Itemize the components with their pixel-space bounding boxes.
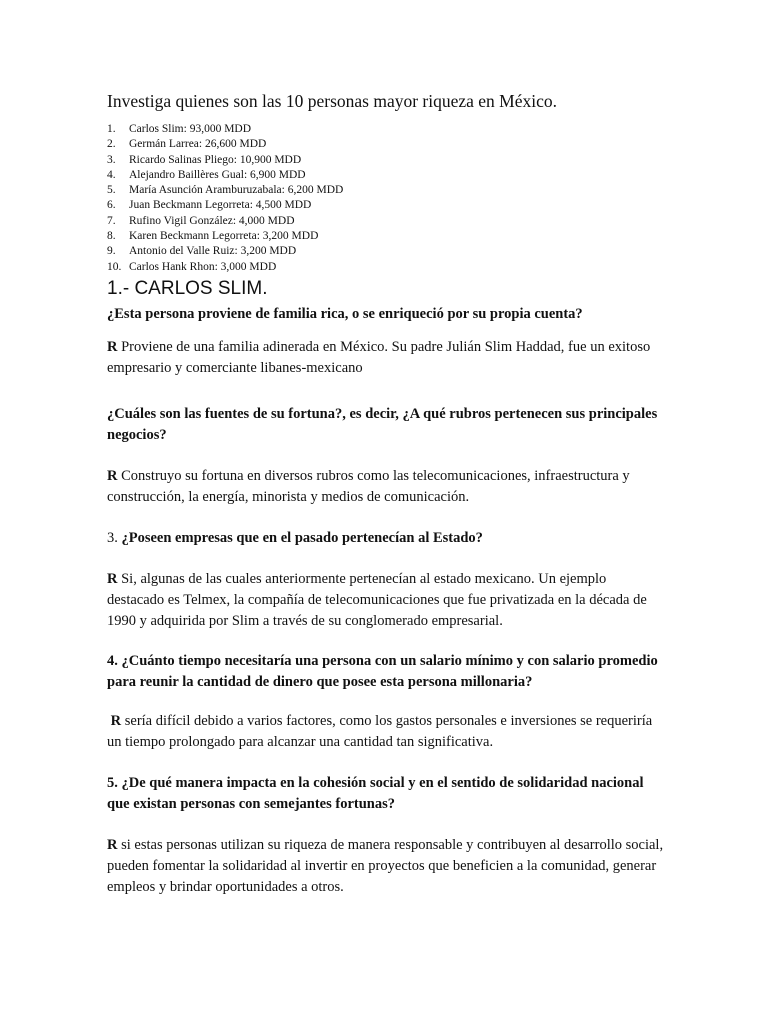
answer-text: si estas personas utilizan su riqueza de manera responsable y contribuyen al desarrollo social, pueden fomentar la solidaridad al invertir en proyectos que beneficien a la comunidad, generar empleos y brindar oportunidades a otros. (107, 837, 664, 895)
question-text: ¿Poseen empresas que en el pasado pertenecían al Estado? (121, 530, 483, 546)
question-5 (107, 773, 667, 815)
list-item: 8. Karen Beckmann Legorreta: 3,200 MDD (107, 230, 319, 243)
list-item: 1. Carlos Slim: 93,000 MDD (107, 123, 252, 135)
answer-marker: R (107, 571, 118, 587)
question-number: 3. (107, 530, 118, 546)
answer-1 (107, 337, 667, 379)
document-title: Investiga quienes son las 10 personas mayor riqueza en México. (107, 91, 558, 111)
question-text: ¿Cuáles son las fuentes de su fortuna?, es decir, ¿A qué rubros pertenecen sus principales negocios? (107, 406, 658, 443)
list-item: 2. Germán Larrea: 26,600 MDD (107, 138, 267, 151)
answer-4 (107, 711, 667, 753)
list-item: 7. Rufino Vigil González: 4,000 MDD (107, 214, 295, 227)
answer-marker: R (107, 468, 118, 484)
list-item: 5. María Asunción Aramburuzabala: 6,200 MDD (107, 184, 344, 197)
answer-marker: R (110, 713, 122, 729)
question-text: 5. ¿De qué manera impacta en la cohesión social y en el sentido de solidaridad nacional que existan personas con semejantes fortunas? (107, 775, 644, 812)
answer-marker: R (107, 837, 118, 853)
list-item: 4. Alejandro Baillères Gual: 6,900 MDD (107, 168, 306, 181)
wealth-ranking-list (107, 122, 343, 275)
question-1 (107, 304, 667, 325)
answer-2 (107, 466, 667, 508)
question-3 (107, 528, 667, 549)
answer-3 (107, 569, 667, 632)
list-item: 3. Ricardo Salinas Pliego: 10,900 MDD (107, 153, 302, 166)
section-title: 1.- CARLOS SLIM. (107, 278, 268, 299)
question-text: ¿Esta persona proviene de familia rica, o se enriqueció por su propia cuenta? (107, 306, 583, 322)
question-2 (107, 404, 667, 446)
answer-text: Si, algunas de las cuales anteriormente pertenecían al estado mexicano. Un ejemplo destacado es Telmex, la compañía de telecomunicaciones que fue privatizada en la década de 1990 y adquirida por Slim a través de su conglomerado empresarial. (107, 571, 647, 629)
answer-5 (107, 835, 667, 898)
answer-text: Proviene de una familia adinerada en México. Su padre Julián Slim Haddad, fue un exitoso empresario y comerciante libanes-mexicano (107, 339, 651, 376)
answer-text: Construyo su fortuna en diversos rubros como las telecomunicaciones, infraestructura y construcción, la energía, minorista y medios de comunicación. (107, 468, 630, 505)
list-item: 10. Carlos Hank Rhon: 3,000 MDD (107, 260, 277, 273)
question-4 (107, 651, 667, 693)
list-item: 9. Antonio del Valle Ruiz: 3,200 MDD (107, 245, 297, 258)
answer-marker: R (107, 339, 118, 355)
list-item: 6. Juan Beckmann Legorreta: 4,500 MDD (107, 199, 312, 212)
question-text: 4. ¿Cuánto tiempo necesitaría una persona con un salario mínimo y con salario promedio para reunir la cantidad de dinero que posee esta persona millonaria? (107, 653, 658, 690)
answer-text: sería difícil debido a varios factores, como los gastos personales e inversiones se requeriría un tiempo prolongado para alcanzar una cantidad tan significativa. (107, 713, 653, 750)
